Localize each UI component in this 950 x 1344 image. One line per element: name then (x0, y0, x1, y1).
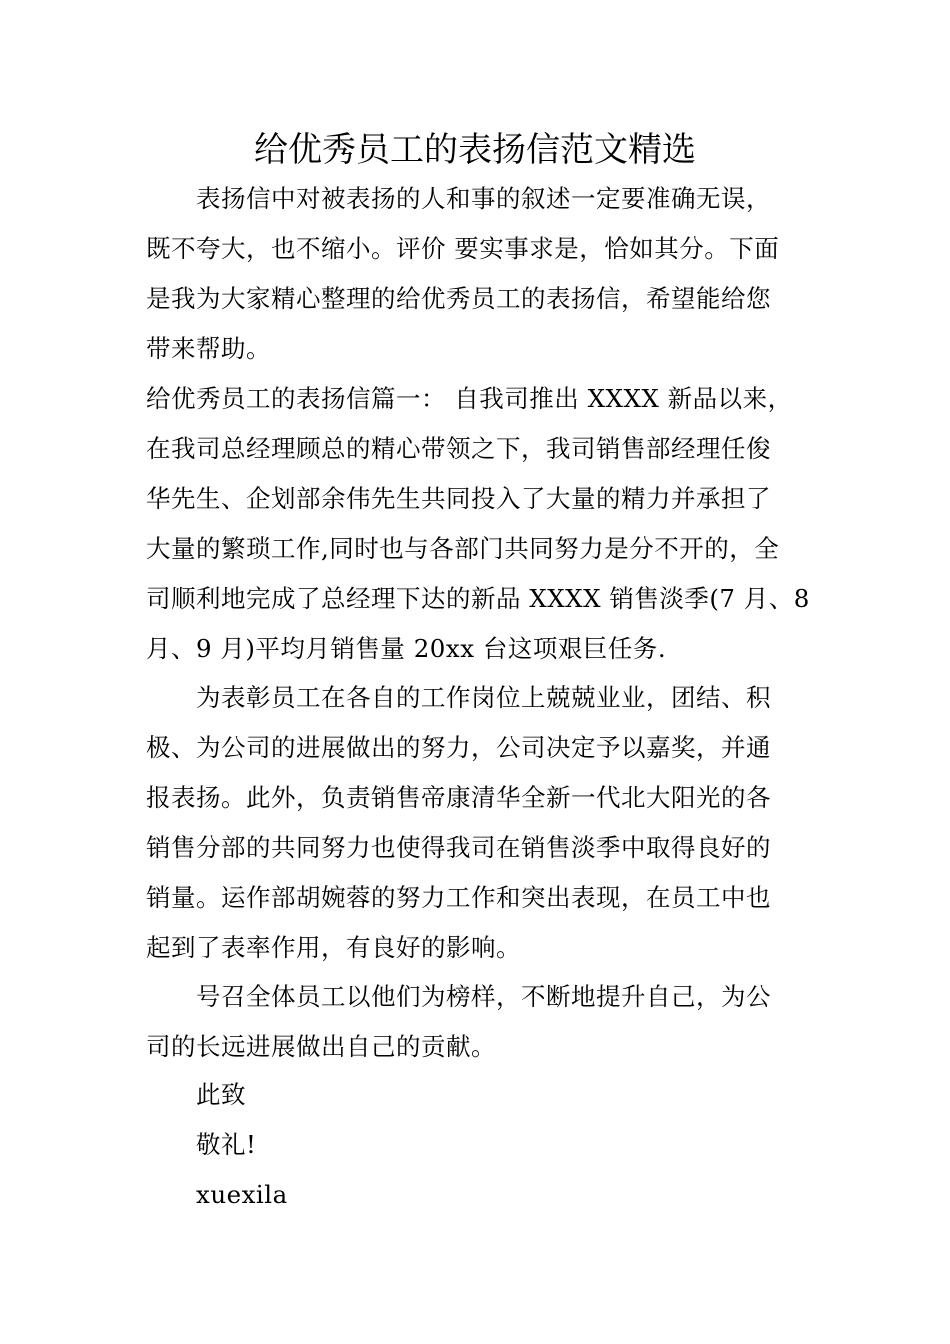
text-line: 号召全体员工以他们为榜样，不断地提升自己，为公 (196, 982, 771, 1011)
text-line: 报表扬。此外，负责销售帝康清华全新一代北大阳光的各 (146, 783, 771, 812)
text-line: 在我司总经理顾总的精心带领之下，我司销售部经理任俊 (146, 434, 771, 463)
document-title: 给优秀员工的表扬信范文精选 (254, 130, 696, 170)
text-line: 极、为公司的进展做出的努力，公司决定予以嘉奖，并通 (146, 733, 771, 762)
salutation: 此致 (196, 1080, 246, 1109)
commendation-paragraph (146, 673, 826, 973)
signature: xuexila (196, 1180, 288, 1209)
text-line: 为表彰员工在各自的工作岗位上兢兢业业，团结、积 (196, 683, 771, 712)
intro-paragraph (146, 174, 826, 374)
letter-one-paragraph (146, 374, 826, 674)
call-to-action-paragraph (146, 972, 826, 1072)
text-line: 销售分部的共同努力也使得我司在销售淡季中取得良好的 (146, 833, 771, 862)
text-line: 起到了表率作用，有良好的影响。 (146, 933, 521, 962)
text-line: 月、9 月)平均月销售量 20xx 台这项艰巨任务. (146, 634, 667, 663)
text-line: 大量的繁琐工作,同时也与各部门共同努力是分不开的，全 (146, 534, 780, 563)
text-line: 销量。运作部胡婉蓉的努力工作和突出表现，在员工中也 (146, 883, 771, 912)
text-line: 既不夸大，也不缩小。评价 要实事求是，恰如其分。下面 (146, 234, 780, 263)
text-line: 带来帮助。 (146, 334, 271, 363)
closing-block (146, 1070, 826, 1220)
regards: 敬礼! (196, 1130, 257, 1159)
text-line: 华先生、企划部余伟先生共同投入了大量的精力并承担了 (146, 484, 771, 513)
text-line: 司的长远进展做出自己的贡献。 (146, 1032, 496, 1061)
text-line: 是我为大家精心整理的给优秀员工的表扬信，希望能给您 (146, 284, 771, 313)
text-line: 司顺利地完成了总经理下达的新品 XXXX 销售淡季(7 月、8 (146, 584, 810, 613)
text-line: 表扬信中对被表扬的人和事的叙述一定要准确无误， (196, 184, 771, 213)
text-line: 给优秀员工的表扬信篇一： 自我司推出 XXXX 新品以来， (146, 384, 793, 413)
